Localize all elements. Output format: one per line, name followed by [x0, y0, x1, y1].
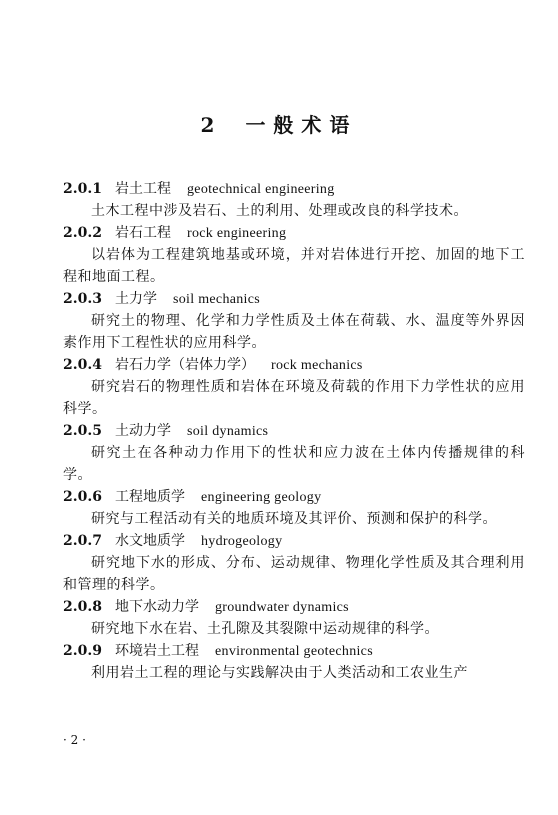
chapter-title: [0, 109, 558, 138]
term-entry: [63, 288, 525, 354]
term-heading: [63, 354, 525, 376]
term-entry: [63, 530, 525, 596]
term-entry: [63, 596, 525, 640]
term-chinese: 土动力学: [115, 423, 171, 439]
term-english: groundwater dynamics: [215, 600, 349, 615]
term-chinese: 工程地质学: [115, 489, 185, 505]
term-definition: 研究土的物理、化学和力学性质及土体在荷载、水、温度等外界因素作用下工程性状的应用科学。: [63, 313, 525, 351]
term-number: 2.0.8: [63, 599, 102, 615]
term-definition: 研究地下水在岩、土孔隙及其裂隙中运动规律的科学。: [91, 621, 439, 637]
term-entry: [63, 178, 525, 222]
term-number: 2.0.6: [63, 489, 102, 505]
term-number: 2.0.3: [63, 291, 102, 307]
term-english: engineering geology: [201, 490, 322, 505]
term-definition: 利用岩土工程的理论与实践解决由于人类活动和工农业生产: [91, 665, 468, 681]
term-chinese: 地下水动力学: [115, 599, 199, 615]
term-number: 2.0.5: [63, 423, 102, 439]
term-number: 2.0.9: [63, 643, 102, 659]
term-entry: [63, 222, 525, 288]
term-chinese: 岩石工程: [115, 225, 171, 241]
term-heading: [63, 530, 525, 552]
term-definition: 研究与工程活动有关的地质环境及其评价、预测和保护的科学。: [91, 511, 497, 527]
term-heading: [63, 288, 525, 310]
term-english: geotechnical engineering: [187, 182, 335, 197]
term-chinese: 环境岩土工程: [115, 643, 199, 659]
term-english: soil dynamics: [187, 424, 269, 439]
chapter-title-text: 一般术语: [245, 113, 358, 137]
term-english: rock mechanics: [271, 358, 363, 373]
term-heading: [63, 640, 525, 662]
term-number: 2.0.2: [63, 225, 102, 241]
term-heading: [63, 178, 525, 200]
term-heading: [63, 222, 525, 244]
term-number: 2.0.1: [63, 181, 102, 197]
term-definition: 研究岩石的物理性质和岩体在环境及荷载的作用下力学性状的应用科学。: [63, 379, 525, 417]
term-english: soil mechanics: [173, 292, 261, 307]
term-definition: 研究土在各种动力作用下的性状和应力波在土体内传播规律的科学。: [63, 445, 525, 483]
term-chinese: 岩土工程: [115, 181, 171, 197]
term-list: [63, 178, 525, 684]
term-english: hydrogeology: [201, 534, 283, 549]
term-chinese: 土力学: [115, 291, 157, 307]
term-number: 2.0.7: [63, 533, 102, 549]
term-heading: [63, 420, 525, 442]
chapter-number: 2: [200, 113, 217, 137]
page-number: · 2 ·: [63, 733, 86, 747]
term-entry: [63, 420, 525, 486]
term-definition: 土木工程中涉及岩石、土的利用、处理或改良的科学技术。: [91, 203, 468, 219]
term-entry: [63, 640, 525, 684]
term-entry: [63, 354, 525, 420]
term-definition: 研究地下水的形成、分布、运动规律、物理化学性质及其合理利用和管理的科学。: [63, 555, 525, 593]
term-heading: [63, 596, 525, 618]
term-chinese: 岩石力学（岩体力学）: [115, 357, 255, 373]
term-entry: [63, 486, 525, 530]
term-english: environmental geotechnics: [215, 644, 373, 659]
term-heading: [63, 486, 525, 508]
term-number: 2.0.4: [63, 357, 102, 373]
term-definition: 以岩体为工程建筑地基或环境，并对岩体进行开挖、加固的地下工程和地面工程。: [63, 247, 525, 285]
term-chinese: 水文地质学: [115, 533, 185, 549]
term-english: rock engineering: [187, 226, 287, 241]
